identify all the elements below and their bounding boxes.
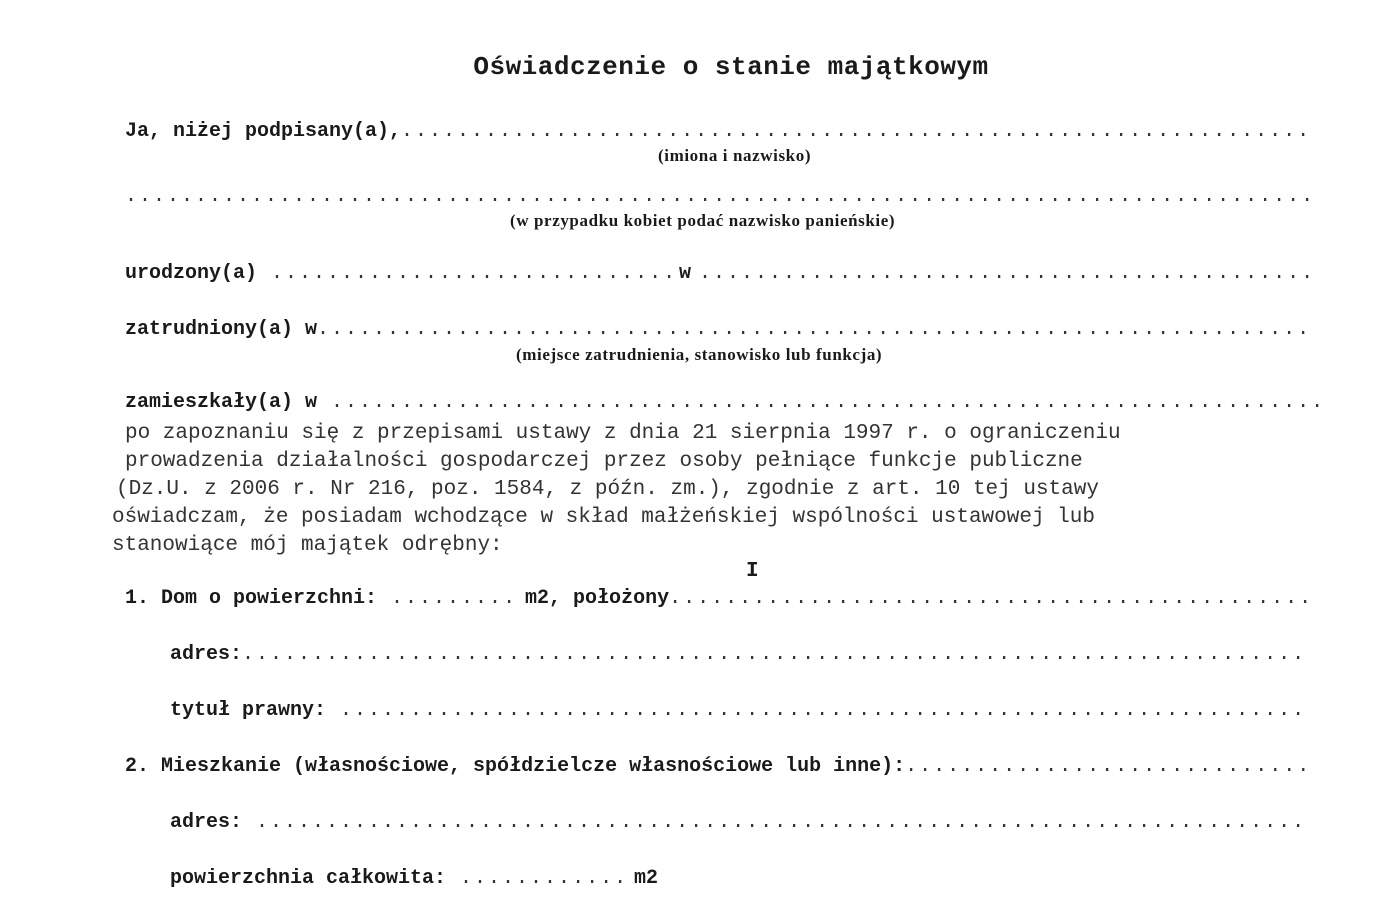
flat-area-line <box>170 867 1310 895</box>
flat-area-label: powierzchnia całkowita: <box>170 867 447 890</box>
house-title-label: tytuł prawny: <box>170 699 327 722</box>
flat-address-fill-area[interactable] <box>256 811 1310 834</box>
flat-area-unit: m2 <box>634 867 659 890</box>
flat-address-line <box>170 811 1310 839</box>
residence-fill-area[interactable] <box>331 391 1325 414</box>
born-in-label: w <box>679 262 692 285</box>
maiden-name-hint: (w przypadku kobiet podać nazwisko panieńskie) <box>510 211 896 230</box>
employment-fill-area[interactable] <box>317 318 1310 341</box>
residence-line <box>125 391 1325 419</box>
birth-place-fill-area[interactable] <box>699 262 1310 285</box>
house-title-fill-area[interactable] <box>340 699 1310 722</box>
section-numeral: I <box>746 560 759 583</box>
employment-line <box>125 318 1310 346</box>
flat-line <box>125 755 1310 783</box>
house-location-fill-area[interactable] <box>669 587 1310 610</box>
house-area-line <box>125 587 1310 615</box>
name-label: Ja, niżej podpisany(a), <box>125 120 402 143</box>
name-line <box>125 120 1310 148</box>
statement-line-3: (Dz.U. z 2006 r. Nr 216, poz. 1584, z późn. zm.), zgodnie z art. 10 tej ustawy <box>116 478 1099 501</box>
house-address-fill-area[interactable] <box>242 643 1310 666</box>
flat-fill-area[interactable] <box>905 755 1310 778</box>
employment-label: zatrudniony(a) w <box>125 318 318 341</box>
employment-hint: (miejsce zatrudnienia, stanowisko lub funkcja) <box>516 345 883 364</box>
house-label: 1. Dom o powierzchni: <box>125 587 378 610</box>
name-hint: (imiona i nazwisko) <box>658 146 812 165</box>
house-area-fill-area[interactable] <box>391 587 517 610</box>
statement-line-5: stanowiące mój majątek odrębny: <box>112 534 503 557</box>
birth-date-fill-area[interactable] <box>271 262 671 285</box>
residence-label: zamieszkały(a) w <box>125 391 318 414</box>
flat-area-fill-area[interactable] <box>460 867 626 890</box>
born-line <box>125 262 1310 290</box>
document-title: Oświadczenie o stanie majątkowym <box>473 52 989 82</box>
house-address-line <box>170 643 1310 671</box>
house-unit-label: m2, położony <box>525 587 670 610</box>
flat-address-label: adres: <box>170 811 243 834</box>
house-address-label: adres: <box>170 643 243 666</box>
statement-line-1: po zapoznaniu się z przepisami ustawy z dnia 21 sierpnia 1997 r. o ograniczeniu <box>125 422 1121 445</box>
house-title-line <box>170 699 1310 727</box>
statement-line-4: oświadczam, że posiadam wchodzące w skład małżeńskiej wspólności ustawowej lub <box>112 506 1095 529</box>
statement-paragraph <box>112 420 1332 560</box>
maiden-name-fill-area[interactable] <box>125 185 1310 208</box>
flat-label: 2. Mieszkanie (własnościowe, spółdzielcze własnościowe lub inne): <box>125 755 906 778</box>
born-label: urodzony(a) <box>125 262 258 285</box>
name-fill-area[interactable] <box>401 120 1310 143</box>
statement-line-2: prowadzenia działalności gospodarczej przez osoby pełniące funkcje publiczne <box>125 450 1083 473</box>
maiden-name-line <box>125 185 1310 213</box>
